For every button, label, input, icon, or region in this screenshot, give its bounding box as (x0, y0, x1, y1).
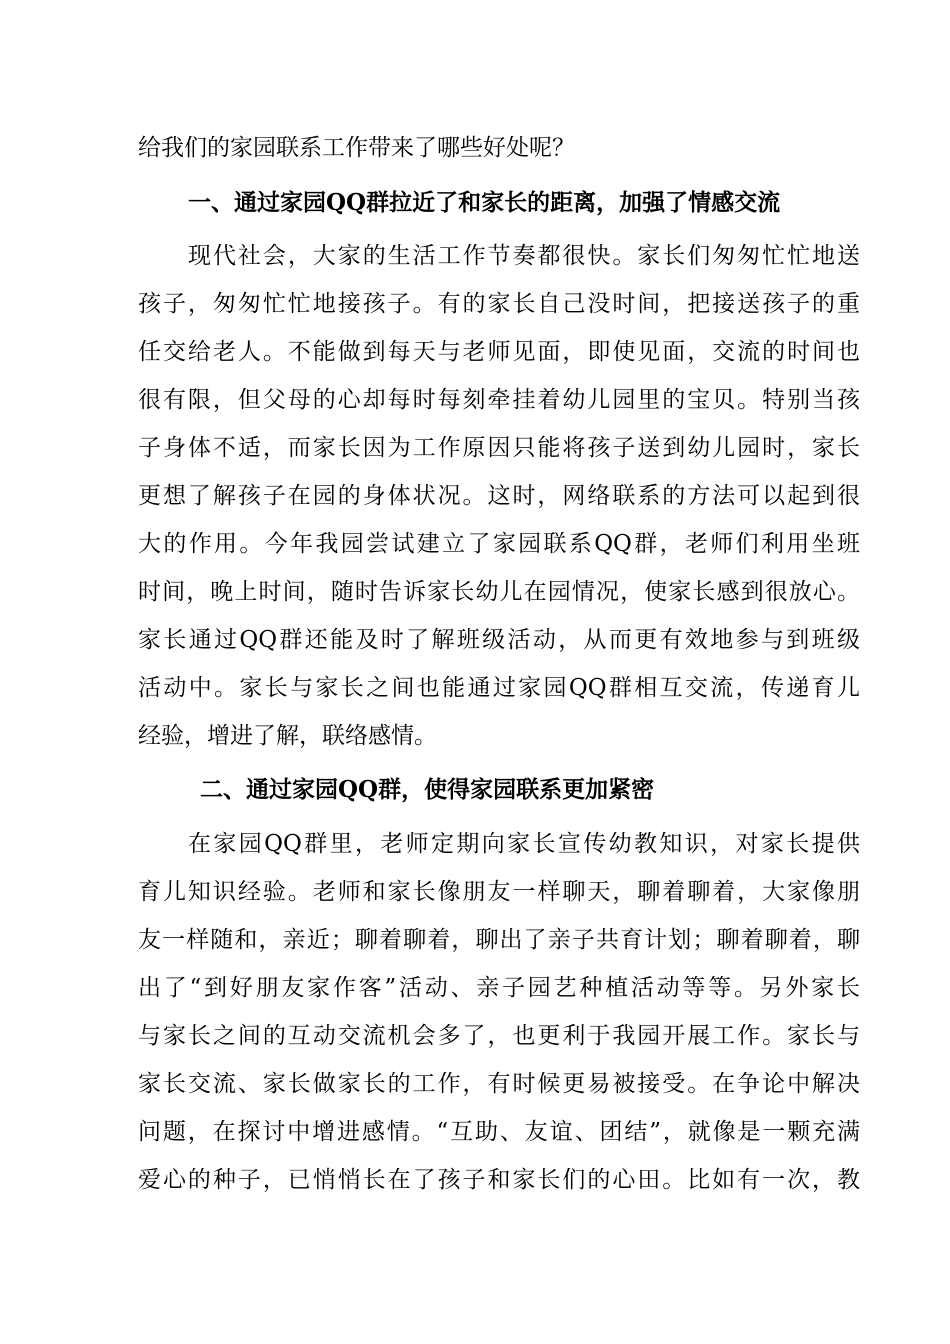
paragraph-line: 在家园QQ群里，老师定期向家长宣传幼教知识，对家长提供 (188, 831, 860, 857)
paragraph-line: 更想了解孩子在园的身体状况。这时，网络联系的方法可以起到很 (138, 483, 860, 509)
paragraph-line: 大的作用。今年我园尝试建立了家园联系QQ群，老师们利用坐班 (138, 531, 860, 557)
section-2-heading: 二、通过家园QQ群，使得家园联系更加紧密 (200, 776, 655, 803)
paragraph-line: 与家长之间的互动交流机会多了，也更利于我园开展工作。家长与 (138, 1023, 860, 1049)
paragraph-line: 友一样随和，亲近；聊着聊着，聊出了亲子共育计划；聊着聊着，聊 (138, 927, 860, 953)
paragraph-line: 现代社会，大家的生活工作节奏都很快。家长们匆匆忙忙地送 (188, 243, 860, 269)
paragraph-line: 爱心的种子，已悄悄长在了孩子和家长们的心田。比如有一次，教 (138, 1167, 860, 1193)
section-1-heading: 一、通过家园QQ群拉近了和家长的距离，加强了情感交流 (188, 189, 781, 216)
intro-line: 给我们的家园联系工作带来了哪些好处呢？ (138, 135, 575, 161)
paragraph-line: 经验，增进了解，联络感情。 (138, 723, 437, 749)
paragraph-line: 家长交流、家长做家长的工作，有时候更易被接受。在争论中解决 (138, 1071, 860, 1097)
paragraph-line: 家长通过QQ群还能及时了解班级活动，从而更有效地参与到班级 (138, 627, 860, 653)
paragraph-line: 孩子，匆匆忙忙地接孩子。有的家长自己没时间，把接送孩子的重 (138, 291, 860, 317)
paragraph-line: 时间，晚上时间，随时告诉家长幼儿在园情况，使家长感到很放心。 (138, 579, 860, 605)
paragraph-line: 出了“到好朋友家作客”活动、亲子园艺种植活动等等。另外家长 (138, 975, 860, 1001)
paragraph-line: 育儿知识经验。老师和家长像朋友一样聊天，聊着聊着，大家像朋 (138, 879, 860, 905)
paragraph-line: 活动中。家长与家长之间也能通过家园QQ群相互交流，传递育儿 (138, 675, 860, 701)
paragraph-line: 很有限，但父母的心却每时每刻牵挂着幼儿园里的宝贝。特别当孩 (138, 387, 860, 413)
paragraph-line: 子身体不适，而家长因为工作原因只能将孩子送到幼儿园时，家长 (138, 435, 860, 461)
paragraph-line: 问题，在探讨中增进感情。“互助、友谊、团结”，就像是一颗充满 (138, 1119, 860, 1145)
paragraph-line: 任交给老人。不能做到每天与老师见面，即使见面，交流的时间也 (138, 339, 860, 365)
